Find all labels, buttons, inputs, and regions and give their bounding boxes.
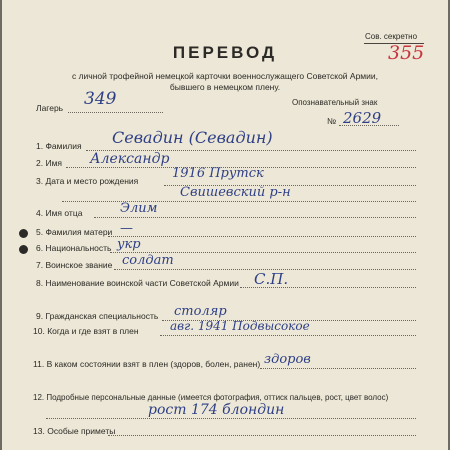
field-mother-line	[108, 236, 416, 237]
field-rank-value: солдат	[122, 253, 174, 268]
document-subtitle-line1: с личной трофейной немецкой карточки военнослужащего Советской Армии,	[71, 71, 379, 81]
field-surname-label: 1. Фамилия	[36, 141, 82, 151]
field-name-label: 2. Имя	[36, 158, 63, 168]
field-marks-line	[108, 435, 416, 436]
field-unit-value: С.П.	[254, 270, 289, 288]
field-father-line	[94, 217, 416, 218]
field-captured-value: авг. 1941 Подвысокое	[170, 319, 310, 333]
punch-hole-bottom	[19, 245, 28, 254]
field-name-value: Александр	[90, 151, 170, 167]
field-unit-label: 8. Наименование воинской части Советской Армии	[36, 278, 239, 288]
field-personal-line	[46, 418, 416, 419]
field-personal-value: рост 174 блондин	[148, 402, 285, 418]
field-condition-line	[260, 368, 416, 369]
camp-line	[68, 112, 163, 113]
field-condition-value: здоров	[264, 352, 311, 367]
tag-value: 2629	[343, 109, 382, 127]
field-rank-label: 7. Воинское звание	[36, 260, 113, 270]
document-title: ПЕРЕВОД	[172, 43, 278, 62]
field-marks-label: 13. Особые приметы	[33, 426, 116, 436]
field-profession-value: столяр	[174, 304, 227, 319]
field-mother-label: 5. Фамилия матери	[36, 227, 113, 237]
document-subtitle-line2: бывшего в немецком плену.	[169, 82, 281, 92]
field-captured-line	[160, 335, 416, 336]
field-father-label: 4. Имя отца	[36, 208, 83, 218]
tag-no-prefix: №	[327, 116, 337, 126]
punch-hole-top	[19, 229, 28, 238]
camp-label: Лагерь	[36, 103, 64, 113]
field-personal-label: 12. Подробные персональные данные (имеется фотография, оттиск пальцев, рост, цвет волос)	[33, 393, 389, 402]
classification-label: Сов. секретно	[365, 32, 418, 41]
camp-value: 349	[84, 89, 117, 109]
field-surname-value: Севадин (Севадин)	[112, 128, 273, 147]
field-birth-value-line2: Свишевский р-н	[180, 185, 291, 200]
field-condition-label: 11. В каком состоянии взят в плен (здоров, болен, ранен)	[33, 359, 261, 369]
page-number: 355	[388, 42, 425, 64]
field-mother-value: —	[120, 221, 133, 236]
field-nationality-value: укр	[117, 237, 141, 252]
field-birth-line2	[62, 201, 416, 202]
field-birth-label: 3. Дата и место рождения	[36, 176, 139, 186]
tag-label: Опознавательный знак	[292, 98, 378, 107]
field-nationality-label: 6. Национальность	[36, 243, 112, 253]
field-captured-label: 10. Когда и где взят в плен	[33, 326, 139, 336]
field-birth-value: 1916 Прутск	[172, 166, 264, 181]
document-page	[2, 0, 448, 450]
field-father-value: Элим	[120, 201, 158, 216]
field-profession-label: 9. Гражданская специальность	[36, 311, 159, 321]
